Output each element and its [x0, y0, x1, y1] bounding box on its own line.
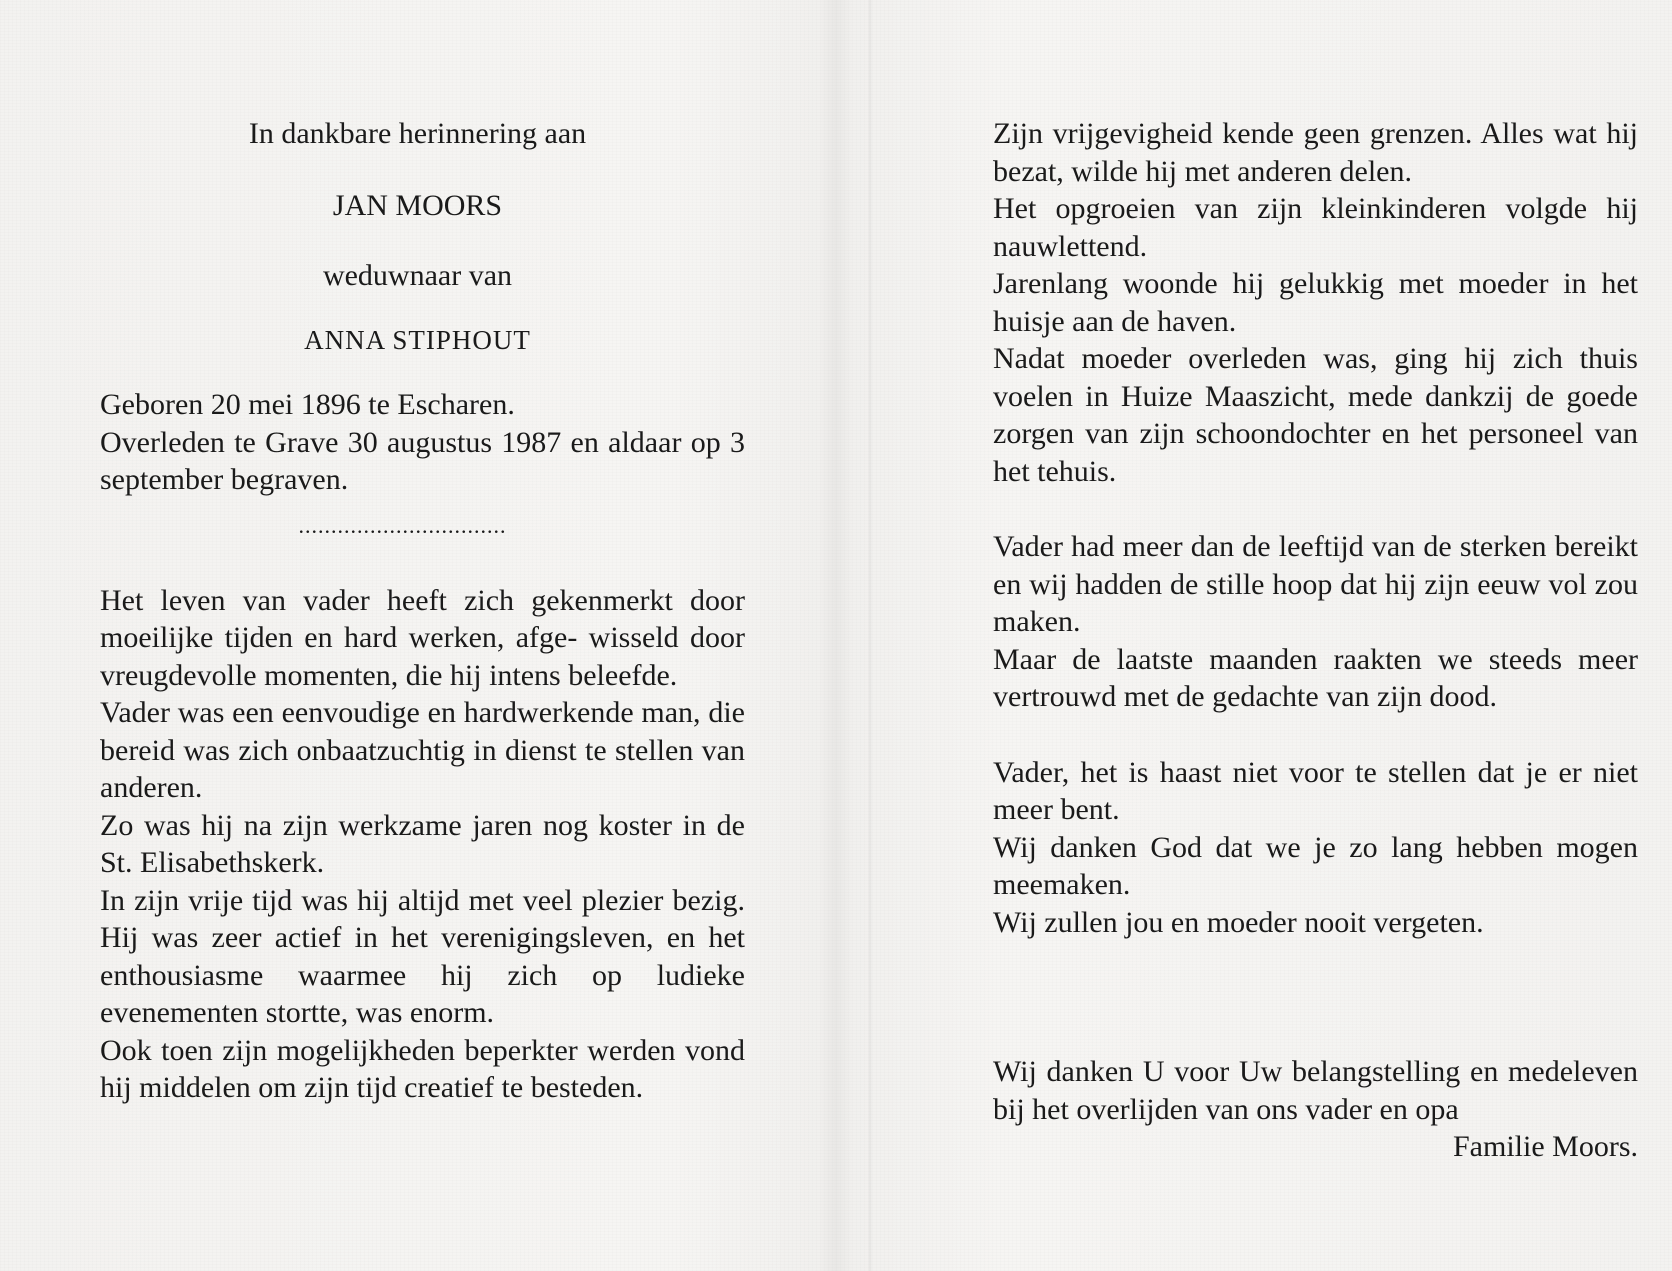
thanks-text: Wij danken U voor Uw belangstelling en medeleven bij het overlijden van ons vader en opa: [993, 1055, 1638, 1126]
right-para-6: Maar de laatste maanden raakten we steeds meer vertrouwd met de gedachte van zijn dood.: [993, 642, 1638, 713]
separator-dots: ................................: [298, 512, 507, 538]
right-page: [993, 115, 1638, 1166]
right-para-1: Zijn vrijgevigheid kende geen grenzen. Alles wat hij bezat, wilde hij met anderen delen.: [993, 117, 1638, 188]
right-para-2: Het opgroeien van zijn kleinkinderen volgde hij nauwlettend.: [993, 192, 1638, 263]
family-signature: Familie Moors.: [1453, 1130, 1638, 1163]
paragraph-1: Het leven van vader heeft zich gekenmerkt door moeilijke tijden en hard werken, afge- wisseld door vreugdevolle momenten, die hij intens beleefde.: [100, 583, 745, 692]
paragraph-5: Ook toen zijn mogelijkheden beperkter werden vond hij middelen om zijn tijd creatief te besteden.: [100, 1033, 745, 1104]
paragraph-3: Zo was hij na zijn werkzame jaren nog koster in de St. Elisabethskerk.: [100, 808, 745, 879]
spouse-name: ANNA STIPHOUT: [304, 325, 531, 355]
paragraph-4: In zijn vrije tijd was hij altijd met veel plezier bezig. Hij was zeer actief in het verenigingsleven, en het enthousiasme waarmee hij zich op ludieke evenementen stortte, was enorm.: [100, 883, 745, 1029]
deceased-name: JAN MOORS: [332, 189, 503, 222]
birth-line: Geboren 20 mei 1896 te Escharen.: [100, 388, 515, 421]
right-para-5: Vader had meer dan de leeftijd van de sterken bereikt en wij hadden de stille hoop dat hij zijn eeuw vol zou maken.: [993, 530, 1638, 638]
right-para-3: Jarenlang woonde hij gelukkig met moeder in het huisje aan de haven.: [993, 267, 1638, 338]
death-line: Overleden te Grave 30 augustus 1987 en aldaar op 3 september begraven.: [100, 425, 745, 496]
right-para-4: Nadat moeder overleden was, ging hij zich thuis voelen in Huize Maaszicht, mede dankzij de goede zorgen van zijn schoondochter en het personeel van het tehuis.: [993, 342, 1638, 488]
paragraph-2: Vader was een eenvoudige en hardwerkende man, die bereid was zich onbaatzuchtig in dienst te stellen van anderen.: [100, 696, 745, 804]
right-para-8: Wij danken God dat we je zo lang hebben mogen meemaken.: [993, 830, 1638, 901]
card-fold: [868, 0, 872, 1271]
right-para-7: Vader, het is haast niet voor te stellen dat je er niet meer bent.: [993, 755, 1638, 826]
left-page: [100, 115, 745, 1107]
intro-line: In dankbare herinnering aan: [248, 117, 587, 150]
right-para-9: Wij zullen jou en moeder nooit vergeten.: [993, 905, 1484, 939]
relation-line: weduwnaar van: [322, 259, 513, 292]
